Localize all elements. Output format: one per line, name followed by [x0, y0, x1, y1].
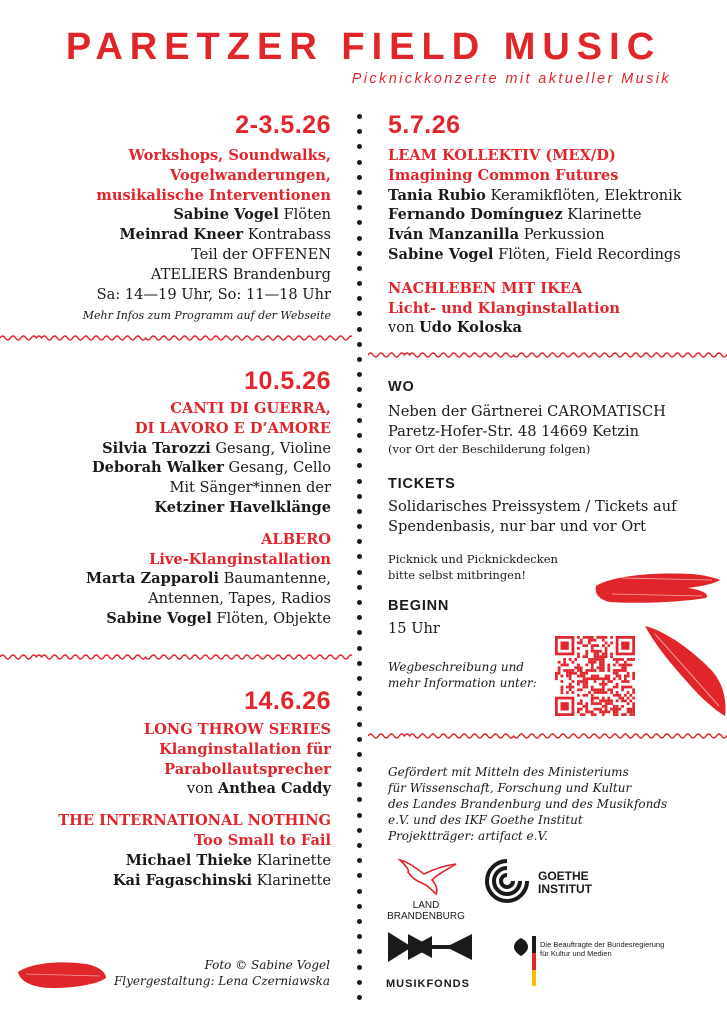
wavy-divider-right-1 [368, 350, 727, 360]
divider-dot [357, 372, 362, 377]
divider-dot [357, 524, 362, 529]
logo-text: GOETHE [538, 869, 589, 883]
sub-event-title: THE INTERNATIONAL NOTHING [58, 812, 331, 830]
picnic-note: bitte selbst mitbringen! [388, 567, 527, 582]
federal-eagle-icon [510, 936, 532, 958]
performer-line [388, 225, 708, 245]
event-text: Antennen, Tapes, Radios [148, 590, 331, 608]
sub-event-subtitle: Licht- und Klanginstallation [388, 299, 620, 317]
performer-role: Baumantenne, [219, 570, 331, 588]
event-title-line: Workshops, Soundwalks, [128, 147, 331, 164]
event-title: LEAM KOLLEKTIV (MEX/D) [388, 147, 616, 164]
divider-dot [357, 448, 362, 453]
design-credit: Flyergestaltung: Lena Czerniawska [113, 974, 330, 988]
goethe-circles-icon [484, 858, 530, 904]
beginn-label: BEGINN [388, 597, 450, 614]
performer-line [388, 205, 708, 225]
red-brush-stroke-1 [592, 566, 722, 610]
divider-dot [357, 873, 362, 878]
performer-role: Perkussion [519, 226, 605, 244]
performer-line [20, 458, 331, 478]
divider-dot [357, 175, 362, 180]
funding-line: des Landes Brandenburg und des Musikfonds [388, 797, 668, 811]
divider-dot [357, 737, 362, 742]
photo-credit: Foto © Sabine Vogel [204, 958, 330, 972]
performer-name: Fernando Domínguez [388, 206, 563, 224]
divider-dot [357, 433, 362, 438]
divider-dot [357, 144, 362, 149]
tickets-line: Spendenbasis, nur bar und vor Ort [388, 517, 647, 535]
divider-dot [357, 919, 362, 924]
performer-line [20, 609, 331, 629]
divider-dot [357, 706, 362, 711]
divider-dot [357, 828, 362, 833]
wo-label: WO [388, 379, 415, 395]
performer-role: Flöten, Field Recordings [493, 245, 681, 263]
performer-name: Sabine Vogel [388, 245, 494, 263]
funding-line: e.V. und des IKF Goethe Institut [388, 813, 583, 827]
divider-dot [357, 251, 362, 256]
divider-dot [357, 889, 362, 894]
performer-line [388, 186, 708, 206]
wavy-divider-right-2 [368, 731, 727, 741]
event-text: Teil der OFFENEN [191, 245, 331, 263]
divider-dot [357, 494, 362, 499]
logo-text: MUSIKFONDS [386, 978, 470, 990]
event-date: 5.7.26 [388, 111, 461, 139]
event-date: 14.6.26 [244, 687, 331, 715]
divider-dot [357, 722, 362, 727]
event-subtitle: Imagining Common Futures [388, 166, 619, 184]
wo-line: Neben der Gärtnerei CAROMATISCH [388, 402, 666, 420]
divider-dot [357, 949, 362, 954]
divider-dot [357, 311, 362, 316]
divider-dot [357, 570, 362, 575]
divider-dot [357, 220, 362, 225]
funding-line: für Wissenschaft, Forschung und Kultur [388, 781, 632, 795]
divider-dot [357, 965, 362, 970]
performer-role: Flöten [278, 206, 331, 224]
qr-code[interactable] [555, 636, 635, 716]
performer-line [20, 439, 331, 459]
performer-name: Meinrad Kneer [119, 226, 244, 244]
wo-note: (vor Ort der Beschilderung folgen) [388, 442, 591, 457]
performer-name: Michael Thieke [125, 851, 253, 869]
route-line: mehr Information unter: [388, 675, 537, 690]
bkm-logo [510, 936, 710, 986]
divider-dot [357, 463, 362, 468]
divider-dot [357, 858, 362, 863]
event-title-line: Vogelwanderungen, [170, 166, 331, 184]
divider-dot [357, 767, 362, 772]
divider-dot [357, 342, 362, 347]
divider-dot [357, 236, 362, 241]
performer-name: Kai Fagaschinski [112, 871, 253, 889]
route-line: Wegbeschreibung und [388, 660, 524, 674]
sub-event-title: ALBERO [261, 530, 331, 548]
divider-dot [357, 980, 362, 985]
event-block-5-7-26 [388, 110, 708, 338]
divider-dot [357, 995, 362, 1000]
performer-name: Tania Rubio [388, 186, 486, 204]
divider-dot [357, 266, 362, 271]
divider-dot [357, 387, 362, 392]
red-brush-stroke-3 [16, 958, 108, 990]
performer-name: Silvia Tarozzi [102, 439, 211, 457]
event-title-line: Klanginstallation für [159, 740, 331, 758]
performer-line [20, 225, 331, 245]
performer-role: Keramikflöten, Elektronik [485, 186, 682, 204]
sub-event-title: NACHLEBEN MIT IKEA [388, 279, 583, 297]
event-block-14-6-26 [20, 686, 331, 890]
event-title-line: musikalische Interventionen [96, 186, 331, 204]
divider-dot [357, 357, 362, 362]
divider-dot [357, 160, 362, 165]
sub-event-subtitle: Live-Klanginstallation [149, 550, 331, 568]
performer-name: Sabine Vogel [106, 609, 212, 627]
musikfonds-logo [386, 930, 486, 990]
divider-dot [357, 752, 362, 757]
tickets-label: TICKETS [388, 476, 456, 493]
event-title-line: Parabollautsprecher [164, 760, 331, 778]
event-text: ATELIERS Brandenburg [150, 265, 331, 283]
performer-role: Flöten, Objekte [211, 609, 331, 627]
poster-subtitle: Picknickkonzerte mit aktueller Musik [351, 71, 671, 87]
sub-event-subtitle: Too Small to Fail [193, 831, 331, 849]
wavy-divider-left-1 [0, 333, 352, 343]
land-brandenburg-logo [386, 852, 466, 922]
logo-text: LAND [412, 900, 440, 911]
by-prefix: von [186, 780, 218, 798]
by-prefix: von [388, 319, 420, 337]
divider-dot [357, 691, 362, 696]
tickets-line: Solidarisches Preissystem / Tickets auf [388, 498, 677, 516]
divider-dot [357, 114, 362, 119]
event-title-line: DI LAVORO E D’AMORE [134, 419, 331, 437]
logo-text: für Kultur und Medien [540, 949, 612, 958]
funding-line: Projektträger: artifact e.V. [388, 829, 548, 843]
performer-role: Kontrabass [243, 226, 331, 244]
divider-dot [357, 934, 362, 939]
divider-dot [357, 509, 362, 514]
event-text: Mit Sänger*innen der [169, 479, 331, 497]
performer-name: Iván Manzanilla [388, 226, 520, 244]
logo-text: Die Beauftragte der Bundesregierung [540, 940, 665, 949]
red-brush-stroke-2 [643, 620, 727, 720]
divider-dot [357, 190, 362, 195]
event-title-line: LONG THROW SERIES [143, 721, 331, 738]
divider-dot [357, 129, 362, 134]
event-text: Ketziner Havelklänge [154, 498, 331, 516]
divider-dot [357, 661, 362, 666]
event-info-note: Mehr Infos zum Programm auf der Webseite [82, 309, 331, 323]
credits [100, 957, 330, 989]
divider-dot [357, 479, 362, 484]
divider-dot [357, 904, 362, 909]
performer-role: Gesang, Cello [223, 459, 331, 477]
event-block-10-5-26 [20, 366, 331, 629]
event-date: 2-3.5.26 [235, 111, 331, 139]
vertical-dotted-divider [356, 114, 362, 1014]
beginn-value: 15 Uhr [388, 619, 440, 637]
event-title-line: CANTI DI GUERRA, [170, 400, 331, 417]
artist-name: Udo Koloska [419, 319, 522, 337]
performer-role: Gesang, Violine [210, 439, 331, 457]
performer-line [20, 851, 331, 871]
route-note [388, 660, 548, 691]
divider-dot [357, 600, 362, 605]
performer-name: Deborah Walker [92, 459, 224, 477]
funding-text [388, 764, 718, 844]
logo-text: INSTITUT [538, 882, 592, 896]
goethe-institut-logo [484, 858, 614, 908]
performer-line [388, 245, 708, 265]
event-date: 10.5.26 [244, 367, 331, 395]
eagle-icon [386, 852, 466, 896]
divider-dot [357, 296, 362, 301]
event-by-line [388, 318, 708, 338]
divider-dot [357, 554, 362, 559]
artist-name: Anthea Caddy [217, 780, 331, 798]
divider-dot [357, 205, 362, 210]
divider-dot [357, 782, 362, 787]
divider-dot [357, 813, 362, 818]
divider-dot [357, 403, 362, 408]
performer-line [20, 871, 331, 891]
logo-text: BRANDENBURG [387, 911, 465, 922]
divider-dot [357, 585, 362, 590]
performer-role: Klarinette [562, 206, 642, 224]
divider-dot [357, 646, 362, 651]
event-block-2-3-5-26 [20, 110, 331, 323]
performer-role: Klarinette [252, 851, 331, 869]
event-by-line [20, 779, 331, 799]
divider-dot [357, 843, 362, 848]
divider-dot [357, 630, 362, 635]
divider-dot [357, 327, 362, 332]
wo-line: Paretz-Hofer-Str. 48 14669 Ketzin [388, 422, 639, 440]
poster-title: PARETZER FIELD MUSIC [65, 26, 662, 68]
funding-line: Gefördert mit Mitteln des Ministeriums [388, 765, 629, 779]
picnic-note: Picknick und Picknickdecken [388, 551, 558, 566]
performer-line [20, 205, 331, 225]
wavy-divider-left-2 [0, 652, 352, 662]
musikfonds-shape-icon [386, 930, 474, 964]
divider-dot [357, 281, 362, 286]
performer-line [20, 569, 331, 589]
divider-dot [357, 797, 362, 802]
event-times: Sa: 14—19 Uhr, So: 11—18 Uhr [96, 285, 331, 303]
divider-dot [357, 615, 362, 620]
performer-name: Marta Zapparoli [85, 570, 220, 588]
divider-dot [357, 418, 362, 423]
divider-dot [357, 539, 362, 544]
performer-name: Sabine Vogel [173, 206, 279, 224]
performer-role: Klarinette [252, 871, 331, 889]
divider-dot [357, 676, 362, 681]
